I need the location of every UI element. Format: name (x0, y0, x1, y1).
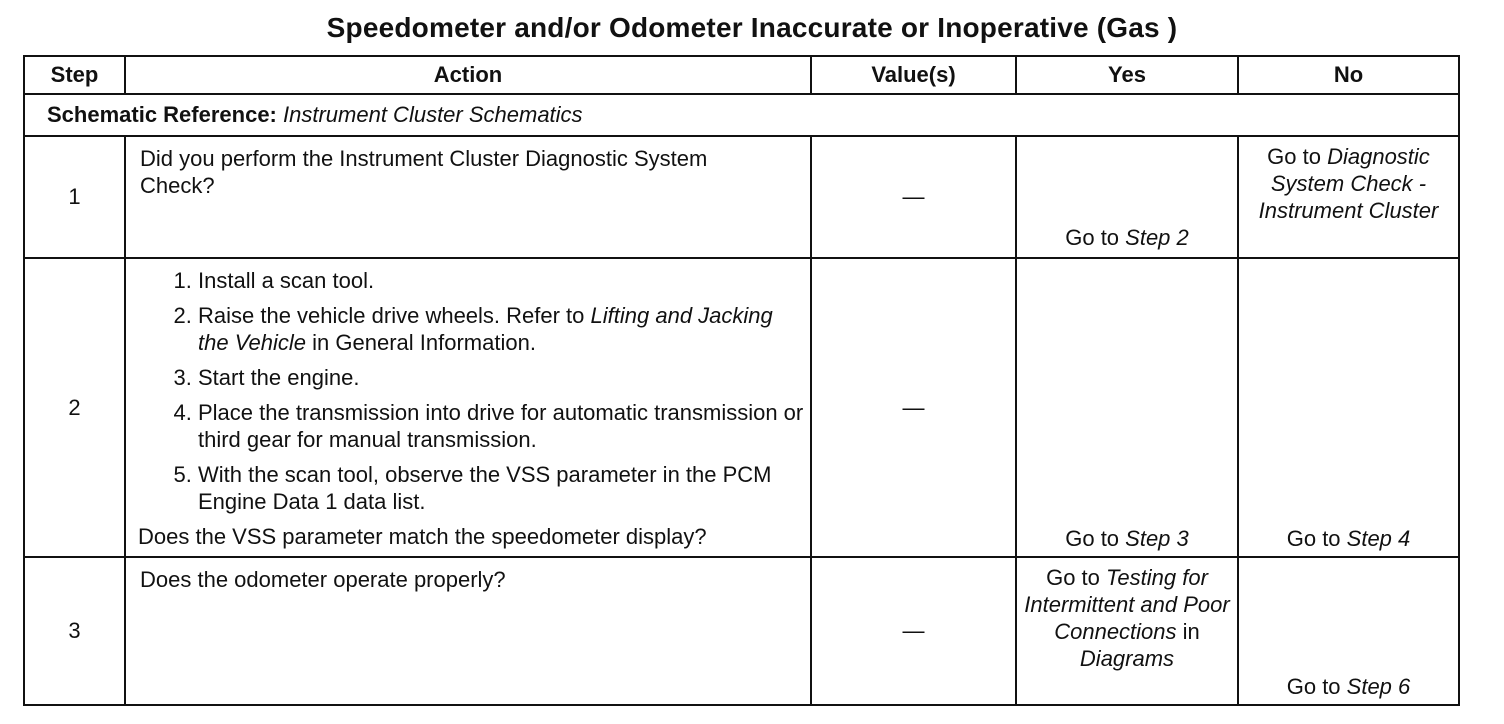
substep-link[interactable]: Lifting and Jacking the Vehicle (198, 303, 773, 355)
substep-item: 4. Place the transmission into drive for automatic transmission or third gear for manual transmission. (198, 399, 804, 453)
no-cell (1238, 258, 1459, 557)
substep-item: 2. Raise the vehicle drive wheels. Refer to Lifting and Jacking the Vehicle in General Information. (198, 302, 804, 356)
substep-item: 3. Start the engine. (198, 364, 804, 391)
yes-link-2[interactable]: Diagrams (1079, 646, 1175, 671)
schematic-reference-label: Schematic Reference: (47, 102, 277, 127)
header-action: Action (125, 56, 811, 94)
no-prefix: Go to (1286, 674, 1347, 699)
substep-list (140, 267, 804, 515)
table-row (24, 136, 1459, 258)
value-cell: — (811, 136, 1016, 258)
substep-item: 5. With the scan tool, observe the VSS parameter in the PCM Engine Data 1 data list. (198, 461, 804, 515)
diagnostic-table (23, 55, 1460, 706)
no-link[interactable]: Diagnostic System Check - Instrument Cluster (1258, 144, 1439, 223)
yes-cell (1016, 557, 1238, 705)
yes-cell (1016, 258, 1238, 557)
yes-link[interactable]: Step 2 (1125, 225, 1189, 250)
table-row (24, 557, 1459, 705)
table-row (24, 258, 1459, 557)
step-number: 2 (24, 258, 125, 557)
no-link[interactable]: Step 4 (1346, 526, 1411, 551)
value-cell: — (811, 557, 1016, 705)
yes-prefix: Go to (1065, 526, 1126, 551)
schematic-reference (24, 94, 1459, 136)
no-link[interactable]: Step 6 (1346, 674, 1411, 699)
page-title: Speedometer and/or Odometer Inaccurate or Inoperative (Gas ) (326, 12, 1178, 43)
no-prefix: Go to (1267, 144, 1328, 169)
action-text (125, 557, 811, 705)
action-question: Does the VSS parameter match the speedometer display? (138, 524, 707, 549)
action-text (125, 258, 811, 557)
action-question: Did you perform the Instrument Cluster Diagnostic System Check? (140, 146, 708, 198)
header-step: Step (24, 56, 125, 94)
header-no: No (1238, 56, 1459, 94)
yes-link[interactable]: Step 3 (1125, 526, 1189, 551)
schematic-reference-row (24, 94, 1459, 136)
yes-middle: in (1176, 619, 1200, 644)
no-cell (1238, 136, 1459, 258)
value-cell: — (811, 258, 1016, 557)
yes-prefix: Go to (1046, 565, 1106, 590)
header-row (24, 56, 1459, 94)
step-number: 3 (24, 557, 125, 705)
yes-link[interactable]: Testing for Intermittent and Poor Connections (1024, 565, 1230, 644)
yes-prefix: Go to (1065, 225, 1126, 250)
step-number: 1 (24, 136, 125, 258)
schematic-reference-link[interactable]: Instrument Cluster Schematics (283, 102, 583, 127)
header-yes: Yes (1016, 56, 1238, 94)
action-text (125, 136, 811, 258)
no-cell (1238, 557, 1459, 705)
header-values: Value(s) (811, 56, 1016, 94)
substep-item: 1. Install a scan tool. (198, 267, 804, 294)
action-question: Does the odometer operate properly? (140, 567, 506, 592)
yes-cell (1016, 136, 1238, 258)
no-prefix: Go to (1286, 526, 1347, 551)
